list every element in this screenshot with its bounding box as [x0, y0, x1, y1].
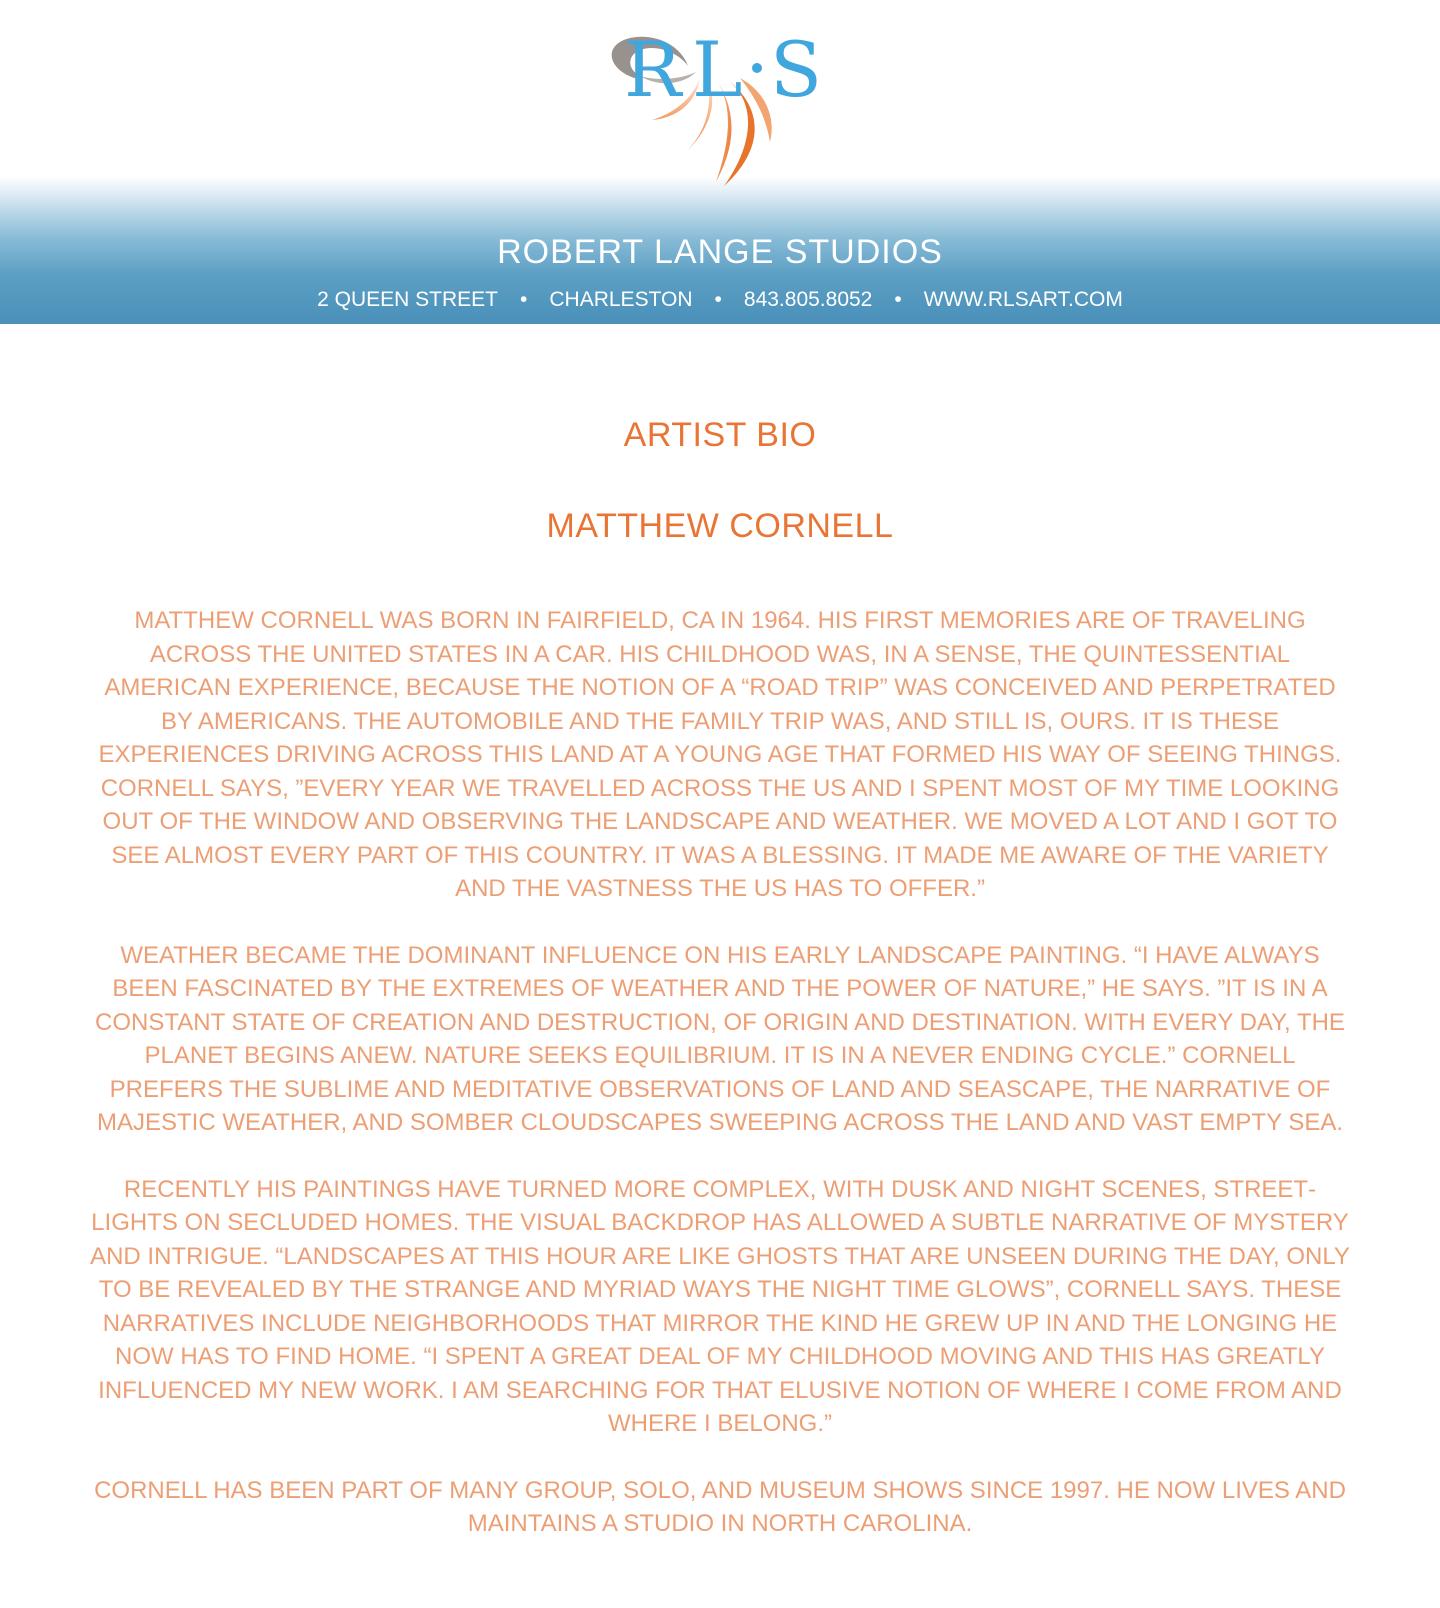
- svg-text:R: R: [624, 25, 682, 114]
- bio-text: [88, 604, 1352, 1574]
- section-title: ARTIST BIO: [623, 416, 817, 454]
- bio-paragraph: CORNELL HAS BEEN PART OF MANY GROUP, SOLO, AND MUSEUM SHOWS SINCE 1997. HE NOW LIVES AND MAINTAINS A STUDIO IN NORTH CAROLINA.: [94, 1476, 1346, 1537]
- svg-text:L: L: [692, 25, 743, 114]
- svg-text:S: S: [770, 25, 823, 114]
- separator-dot: •: [714, 288, 722, 311]
- studio-name: ROBERT LANGE STUDIOS: [497, 233, 943, 271]
- separator-dot: •: [520, 288, 528, 311]
- contact-line: [0, 286, 1440, 314]
- bio-paragraph: MATTHEW CORNELL WAS BORN IN FAIRFIELD, CA IN 1964. HIS FIRST MEMORIES ARE OF TRAVELING ACROSS THE UNITED STATES IN A CAR. HIS CHILDHOOD WAS, IN A SENSE, THE QUINTESSENTIAL AMERICAN EXPERIENCE, BECAUSE THE NOTION OF A “ROAD TRIP” WAS CONCEIVED AND PERPETRATED BY AMERICANS. THE AUTOMOBILE AND THE FAMILY TRIP WAS, AND STILL IS, OURS. IT IS THESE EXPERIENCES DRIVING ACROSS THIS LAND AT A YOUNG AGE THAT FORMED HIS WAY OF SEEING THINGS. CORNELL SAYS, ”EVERY YEAR WE TRAVELLED ACROSS THE US AND I SPENT MOST OF MY TIME LOOKING OUT OF THE WINDOW AND OBSERVING THE LANDSCAPE AND WEATHER. WE MOVED A LOT AND I GOT TO SEE ALMOST EVERY PART OF THIS COUNTRY. IT WAS A BLESSING. IT MADE ME AWARE OF THE VARIETY AND THE VASTNESS THE US HAS TO OFFER.”: [98, 607, 1342, 902]
- rls-logo[interactable]: [600, 22, 840, 200]
- bio-paragraph: RECENTLY HIS PAINTINGS HAVE TURNED MORE COMPLEX, WITH DUSK AND NIGHT SCENES, STREETLIGHTS ON SECLUDED HOMES. THE VISUAL BACKDROP HAS ALLOWED A SUBTLE NARRATIVE OF MYSTERY AND INTRIGUE. “LANDSCAPES AT THIS HOUR ARE LIKE GHOSTS THAT ARE UNSEEN DURING THE DAY, ONLY TO BE REVEALED BY THE STRANGE AND MYRIAD WAYS THE NIGHT TIME GLOWS”, CORNELL SAYS. THESE NARRATIVES INCLUDE NEIGHBORHOODS THAT MIRROR THE KIND HE GREW UP IN AND THE LONGING HE NOW HAS TO FIND HOME. “I SPENT A GREAT DEAL OF MY CHILDHOOD MOVING AND THIS HAS GREATLY INFLUENCED MY NEW WORK. I AM SEARCHING FOR THAT ELUSIVE NOTION OF WHERE I COME FROM AND WHERE I BELONG.”: [90, 1175, 1350, 1437]
- city-text: CHARLESTON: [549, 288, 693, 311]
- artist-name: MATTHEW CORNELL: [546, 507, 894, 545]
- phone-link[interactable]: 843.805.8052: [743, 288, 873, 311]
- header-banner: [0, 0, 1440, 324]
- bio-paragraph: WEATHER BECAME THE DOMINANT INFLUENCE ON HIS EARLY LANDSCAPE PAINTING. “I HAVE ALWAYS BEEN FASCINATED BY THE EXTREMES OF WEATHER AND THE POWER OF NATURE,” HE SAYS. ”IT IS IN A CONSTANT STATE OF CREATION AND DESTRUCTION, OF ORIGIN AND DESTINATION. WITH EVERY DAY, THE PLANET BEGINS ANEW. NATURE SEEKS EQUILIBRIUM. IT IS IN A NEVER ENDING CYCLE.” CORNELL PREFERS THE SUBLIME AND MEDITATIVE OBSERVATIONS OF LAND AND SEASCAPE, THE NARRATIVE OF MAJESTIC WEATHER, AND SOMBER CLOUDSCAPES SWEEPING ACROSS THE LAND AND VAST EMPTY SEA.: [95, 941, 1345, 1136]
- website-link[interactable]: WWW.RLSART.COM: [923, 288, 1123, 311]
- address-text: 2 QUEEN STREET: [317, 288, 499, 311]
- separator-dot: •: [894, 288, 902, 311]
